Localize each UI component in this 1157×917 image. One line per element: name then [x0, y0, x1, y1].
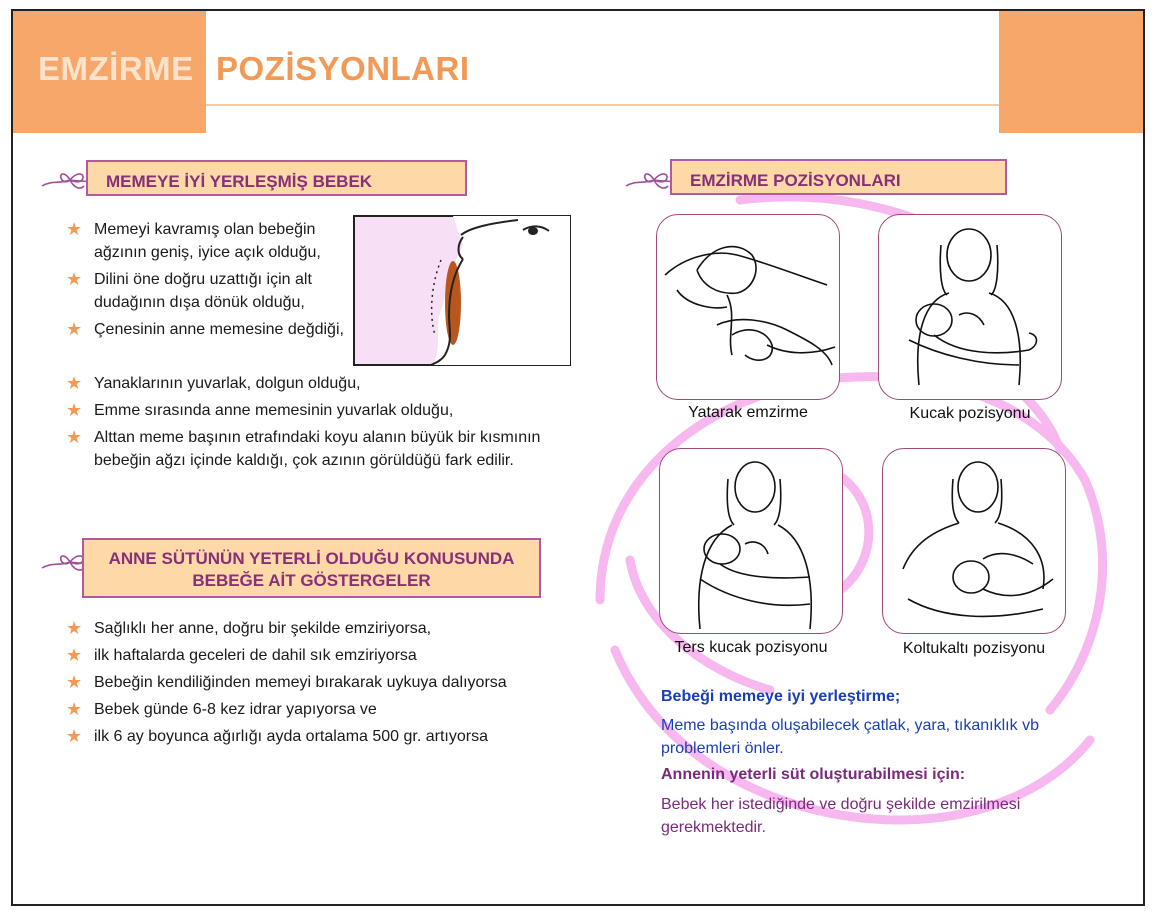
list-item: ★ Sağlıklı her anne, doğru bir şekilde emziriyorsa,	[66, 618, 432, 638]
list-item: ★ ilk 6 ay boyunca ağırlığı ayda ortalama 500 gr. artıyorsa	[66, 726, 488, 746]
position-caption-cradle: Kucak pozisyonu	[909, 405, 1031, 422]
list-item: ★ ilk haftalarda geceleri de dahil sık emziriyorsa	[66, 645, 417, 665]
position-tile-lying	[656, 214, 840, 400]
latch-bullet-list-bottom	[66, 372, 566, 476]
list-item: ★ Alttan meme başının etrafındaki koyu alanın büyük bir kısmının bebeğin ağzı içinde kaldığı, çok azının görüldüğü fark edilir.	[66, 427, 541, 469]
star-icon: ★	[66, 319, 83, 339]
star-icon: ★	[66, 672, 83, 692]
star-icon: ★	[66, 400, 83, 420]
latch-bullet-list-top	[66, 218, 346, 345]
star-icon: ★	[66, 219, 83, 239]
section-title-latch	[86, 160, 467, 196]
position-caption-football: Koltukaltı pozisyonu	[902, 640, 1046, 657]
section-title-milk-supply-line1: ANNE SÜTÜNÜN YETERLİ OLDUĞU KONUSUNDA	[108, 549, 515, 568]
position-caption-lying: Yatarak emzirme	[688, 404, 808, 421]
section-title-milk-supply-line2: BEBEĞE AİT GÖSTERGELER	[192, 571, 431, 590]
note-latch-heading: Bebeği memeye iyi yerleştirme;	[661, 688, 901, 705]
header-rule	[206, 104, 999, 106]
position-tile-football	[882, 448, 1066, 634]
star-icon: ★	[66, 269, 83, 289]
list-item: ★ Memeyi kavramış olan bebeğin ağzının geniş, iyice açık olduğu,	[66, 219, 321, 261]
list-item: ★ Bebeğin kendiliğinden memeyi bırakarak uykuya dalıyorsa	[66, 672, 507, 692]
star-icon: ★	[66, 726, 83, 746]
lying-position-illustration	[657, 215, 839, 399]
cross-cradle-position-illustration	[660, 449, 842, 633]
list-item: ★ Yanaklarının yuvarlak, dolgun olduğu,	[66, 373, 361, 393]
page-title-part2: POZİSYONLARI	[216, 50, 470, 87]
list-item: ★ Emme sırasında anne memesinin yuvarlak olduğu,	[66, 400, 454, 420]
section-title-milk-supply	[82, 538, 541, 598]
star-icon: ★	[66, 373, 83, 393]
list-item: ★ Bebek günde 6-8 kez idrar yapıyorsa ve	[66, 699, 377, 719]
star-icon: ★	[66, 699, 83, 719]
football-position-illustration	[883, 449, 1065, 633]
cradle-position-illustration	[879, 215, 1061, 399]
header-accent-right	[999, 11, 1143, 133]
section-title-positions-text: EMZİRME POZİSYONLARI	[690, 171, 901, 190]
section-title-latch-text: MEMEYE İYİ YERLEŞMİŞ BEBEK	[106, 172, 373, 191]
note-latch-text: Meme başında oluşabilecek çatlak, yara, tıkanıklık vb problemleri önler.	[661, 717, 1039, 757]
note-supply-text: Bebek her istediğinde ve doğru şekilde emzirilmesi gerekmektedir.	[661, 796, 1021, 836]
position-tile-cradle	[878, 214, 1062, 400]
star-icon: ★	[66, 618, 83, 638]
page-title-part1: EMZİRME	[38, 50, 194, 87]
position-caption-cross-cradle: Ters kucak pozisyonu	[674, 639, 828, 656]
milk-supply-bullet-list	[66, 617, 586, 752]
position-tile-cross-cradle	[659, 448, 843, 634]
note-supply-heading: Annenin yeterli süt oluşturabilmesi için:	[661, 766, 966, 783]
list-item: ★ Çenesinin anne memesine değdiği,	[66, 319, 344, 339]
star-icon: ★	[66, 645, 83, 665]
star-icon: ★	[66, 427, 83, 447]
section-title-positions	[670, 159, 1007, 195]
latch-illustration	[353, 215, 571, 366]
list-item: ★ Dilini öne doğru uzattığı için alt dudağının dışa dönük olduğu,	[66, 269, 312, 311]
